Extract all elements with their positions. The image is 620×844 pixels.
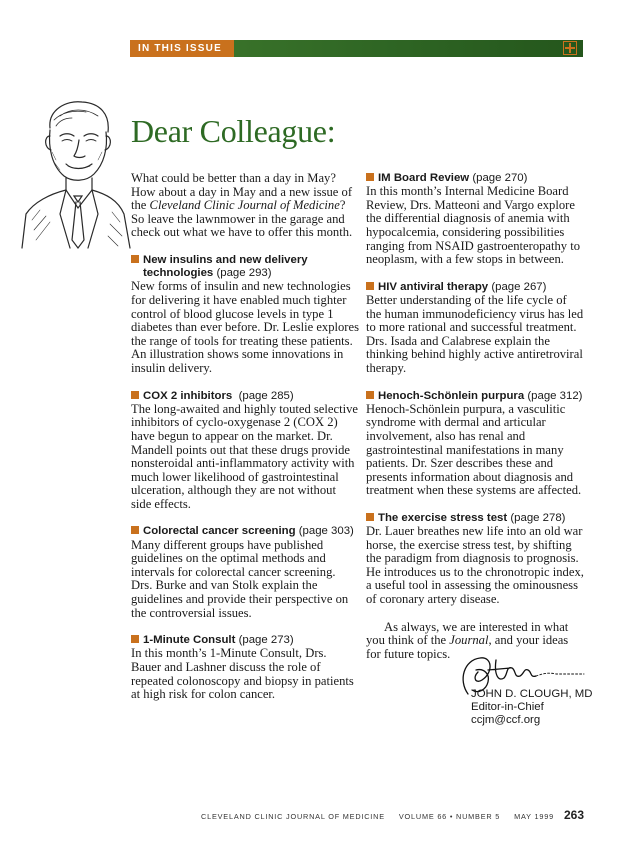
article-page: (page 267)	[491, 280, 547, 293]
editor-name: JOHN D. CLOUGH, MD	[471, 688, 593, 700]
in-this-issue-banner	[130, 40, 583, 57]
bullet-square-icon	[131, 526, 139, 534]
footer-journal: CLEVELAND CLINIC JOURNAL OF MEDICINE	[201, 812, 385, 821]
bullet-square-icon	[366, 391, 374, 399]
editor-email: ccjm@ccf.org	[471, 714, 541, 726]
intro-text: What could be better than a day in May? How about a day in May and a new issue of the	[131, 171, 353, 213]
article-page: (page 273)	[238, 634, 294, 647]
closing-start: As always, we are interested in what you think of the	[366, 619, 569, 648]
article-colorectal	[131, 525, 359, 620]
bullet-square-icon	[131, 255, 139, 263]
article-title: New insulins and new delivery technologies	[143, 253, 308, 280]
article-body: The long-awaited and highly touted selective inhibitors of cyclo-oxygenase 2 (COX 2) have begun to appear on the market. Dr. Mandell points out that these drugs provide nonsteroidal anti-inflammatory activity with much lower likelihood of gastrointestinal ulceration, although they are not without side effects.	[131, 401, 358, 511]
left-column	[131, 172, 359, 702]
article-henoch-schonlein	[366, 390, 584, 498]
article-title: Colorectal cancer screening	[143, 525, 296, 538]
closing-end: , and your ideas for future topics.	[366, 633, 569, 661]
article-cox2	[131, 390, 359, 512]
cross-emblem-icon	[563, 41, 577, 55]
article-im-board-review	[366, 172, 584, 267]
editor-portrait-illustration	[20, 90, 132, 250]
right-column	[366, 172, 584, 661]
bullet-square-icon	[366, 513, 374, 521]
bullet-square-icon	[366, 282, 374, 290]
intro-end-text: ? So leave the lawnmower in the garage and check out what we have to offer this month.	[131, 198, 353, 240]
article-page: (page 285)	[238, 389, 294, 402]
page-title: Dear Colleague:	[131, 113, 336, 149]
article-hiv-antiviral	[366, 281, 584, 376]
article-title: HIV antiviral therapy	[378, 280, 489, 293]
article-body: Many different groups have published guidelines on the optimal methods and intervals for colorectal cancer screening. Drs. Burke and van Stolk explain the guidelines and provide their perspective on the controversial issues.	[131, 537, 349, 620]
journal-name: Cleveland Clinic Journal of Medicine	[149, 198, 340, 213]
article-page: (page 293)	[216, 267, 272, 280]
footer-volume: VOLUME 66 • NUMBER 5	[398, 812, 501, 821]
article-body: In this month’s 1-Minute Consult, Drs. Bauer and Lashner discuss the role of repeated colonoscopy and biopsy in patients at high risk for colon cancer.	[131, 646, 354, 702]
article-body: Dr. Lauer breathes new life into an old war horse, the exercise stress test, by shifting the paradigm from diagnosis to prognosis. He introduces us to the chronotropic index, a useful tool in assessing the ominousness of coronary artery disease.	[366, 524, 584, 607]
banner-label: IN THIS ISSUE	[130, 40, 234, 57]
intro-paragraph	[131, 172, 359, 240]
page-number: 263	[563, 808, 584, 822]
article-page: (page 312)	[527, 389, 583, 402]
article-body: New forms of insulin and new technologies for delivering it have enabled much tighter control of blood glucose levels in type 1 diabetes than ever before. Dr. Leslie explores the range of tools for treating these patients. An illustration shows some innovations in insulin delivery.	[131, 279, 359, 375]
article-body: In this month’s Internal Medicine Board Review, Drs. Matteoni and Vargo explore the differential diagnosis of anemia with hypocalcemia, considering possibilities ranging from NSAID gastroenteropathy to neoplasm, with a few stops in between.	[366, 184, 581, 267]
article-title: Henoch-Schönlein purpura	[378, 389, 525, 402]
article-insulins	[131, 254, 359, 376]
article-body: Better understanding of the life cycle of the human immunodeficiency virus has led to more rational and successful treatment. Drs. Isada and Calabrese explain the thinking behind highly active antiretroviral therapy.	[366, 292, 584, 375]
article-title: COX 2 inhibitors	[143, 389, 233, 402]
bullet-square-icon	[131, 635, 139, 643]
article-body: Henoch-Schönlein purpura, a vasculitic syndrome with dermal and articular involvement, also has renal and gastrointestinal manifestations in many patients. Dr. Szer describes these and presents information about diagnosis and treatment when these systems are affected.	[366, 401, 582, 498]
closing-journal: Journal	[449, 633, 489, 648]
article-page: (page 278)	[510, 511, 566, 524]
signature-block	[471, 688, 593, 727]
article-title: The exercise stress test	[378, 511, 508, 524]
article-exercise-stress-test	[366, 512, 584, 607]
article-1-minute-consult	[131, 634, 359, 702]
bullet-square-icon	[131, 391, 139, 399]
bullet-square-icon	[366, 173, 374, 181]
page-footer	[201, 808, 584, 822]
footer-date: MAY 1999	[514, 812, 554, 821]
article-title: IM Board Review	[378, 172, 470, 184]
article-title: 1-Minute Consult	[143, 634, 236, 647]
article-page: (page 303)	[298, 525, 354, 538]
article-page: (page 270)	[472, 172, 528, 184]
editor-role: Editor-in-Chief	[471, 701, 544, 713]
